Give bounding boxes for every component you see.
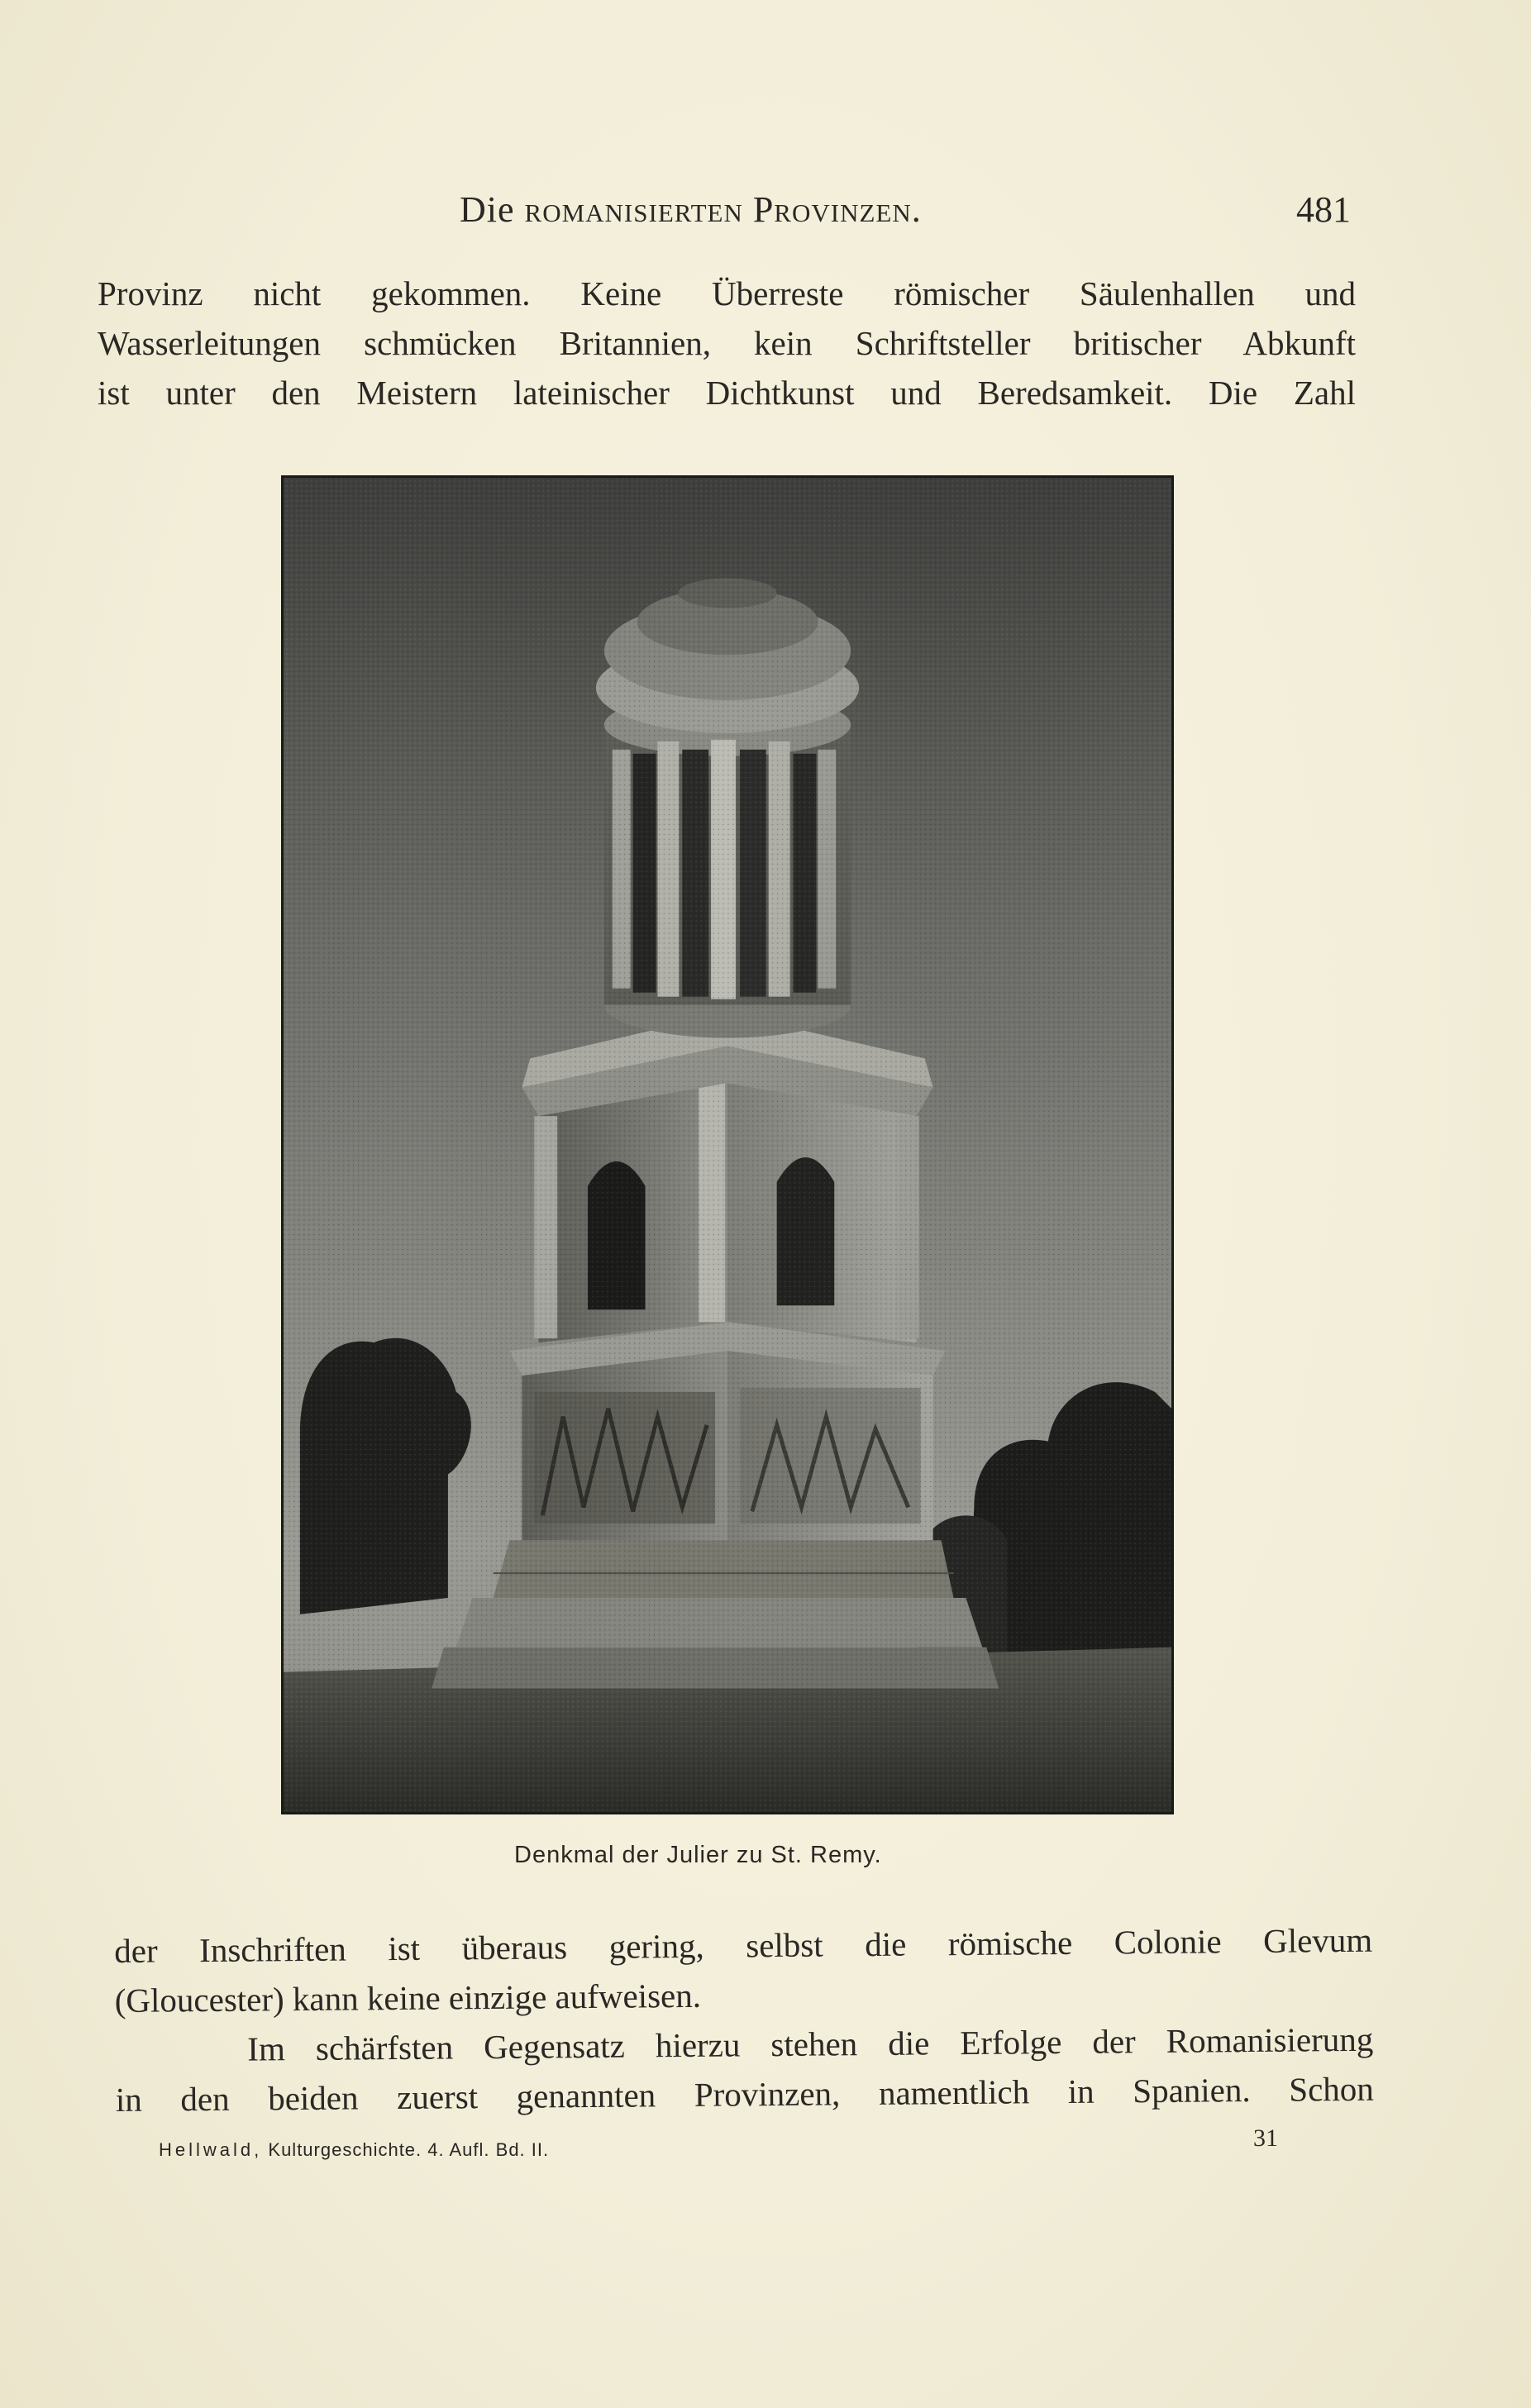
text-line: Provinz nicht gekommen. Keine Überreste römischer Säulenhallen und: [98, 274, 1356, 312]
signature-author: Hellwald,: [159, 2139, 263, 2160]
signature-number: 31: [1253, 2124, 1278, 2152]
text-line: in den beiden zuerst genannten Provinzen, namentlich in Spanien. Schon: [115, 2069, 1374, 2119]
signature-line: [159, 2139, 549, 2161]
text-line: Im schärfsten Gegensatz hierzu stehen die Erfolge der Romanisierung: [247, 2019, 1374, 2068]
text-line: der Inschriften ist überaus gering, selbst die römische Colonie Glevum: [114, 1920, 1373, 1970]
monument-illustration: [284, 478, 1171, 1812]
text-line: (Gloucester) kann keine einzige aufweisen.: [114, 1976, 702, 2019]
monument-photograph: [281, 475, 1174, 1814]
paragraph-top: [98, 269, 1356, 417]
running-title: [460, 188, 922, 231]
text-line: Wasserleitungen schmücken Britannien, kein Schriftsteller britischer Abkunft: [98, 324, 1356, 362]
running-title-rest: romanisierten Provinzen.: [524, 189, 922, 230]
figure-caption: Denkmal der Julier zu St. Remy.: [514, 1842, 882, 1868]
page-number: 481: [1296, 189, 1351, 230]
signature-title: Kulturgeschichte. 4. Aufl. Bd. II.: [268, 2139, 550, 2160]
paragraph-bottom: [114, 1915, 1374, 2124]
running-title-first-word: Die: [460, 189, 515, 230]
text-line: ist unter den Meistern lateinischer Dichtkunst und Beredsamkeit. Die Zahl: [98, 374, 1356, 412]
